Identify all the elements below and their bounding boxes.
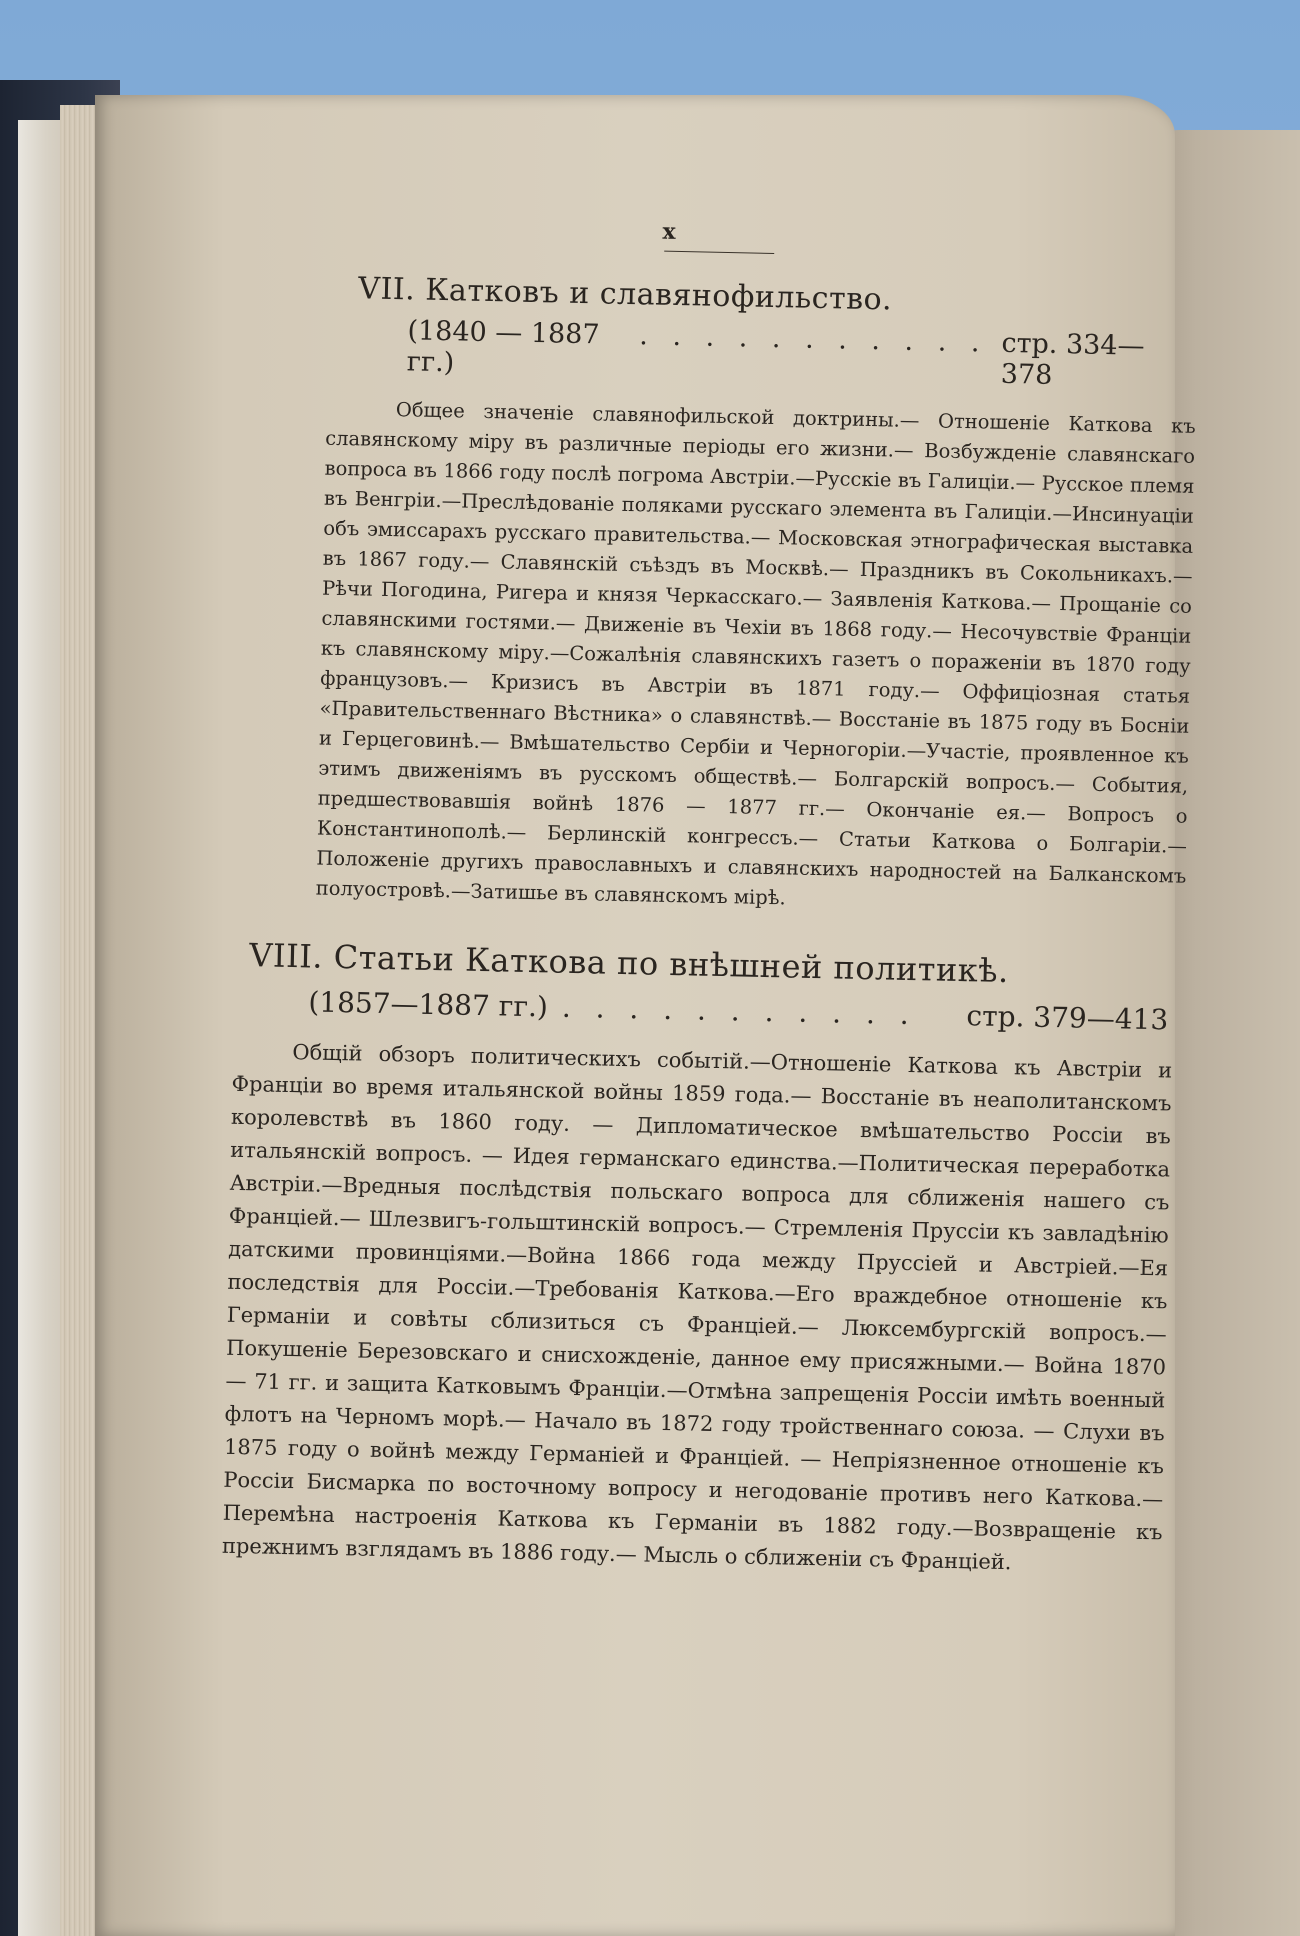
leader-dots: . . . . . . . . . . . <box>639 320 988 359</box>
section-vii-abstract: Общее значенiе славянофильской доктрины.— Отношенiе Каткова къ славянскому мiру въ различные перiоды его жизни.— Возбужденiе славянскаго вопроса въ 1866 году послѣ погрома Австрiи.—Русскiе въ Галицiи.— Русское племя въ Венгрiи.—Преслѣдованiе поляками русскаго элемента въ Галицiи.—Инсинуацiи объ эмиссарахъ русскаго правительства.— Московская этнографическая выставка въ 1867 году.— Славянскiй съѣздъ въ Москвѣ.— Праздникъ въ Сокольникахъ.— Рѣчи Погодина, Ригера и князя Черкасскаго.— Заявленiя Каткова.— Прощанiе со славянскими гостями.— Движенiе въ Чехiи въ 1868 году.— Несочувствiе Францiи къ славянскому мiру.—Сожалѣнiя славянскихъ газетъ о пораженiи въ 1870 году французовъ.— Кризисъ въ Австрiи въ 1871 году.— Оффицiозная статья «Правительственнаго Вѣстника» о славянствѣ.— Восстанiе въ 1875 году въ Боснiи и Герцеговинѣ.— Вмѣшательство Сербiи и Черногорiи.—Участiе, проявленное къ этимъ движенiямъ въ русскомъ обществѣ.— Болгарскiй вопросъ.— События, предшествовавшiя войнѣ 1876 — 1877 гг.— Окончанiе ея.— Вопросъ о Константинополѣ.— Берлинскiй конгрессъ.— Статьи Каткова о Болгарiи.— Положенiе другихъ православныхъ и славянскихъ народностей на Балканскомъ полуостровѣ.—Затишье въ славянскомъ мiрѣ. <box>315 398 1196 910</box>
section-vii-years: (1840 — 1887 гг.) <box>406 315 600 379</box>
section-viii-abstract: Общiй обзоръ политическихъ событiй.—Отношенiе Каткова къ Австрiи и Францiи во время итальянской войны 1859 года.— Восстанiе въ неаполитанскомъ королевствѣ въ 1860 году. — Дипломатическое вмѣшательство Россiи въ итальянскiй вопросъ. — Идея германскаго единства.—Политическая переработка Австрiи.—Вредныя послѣдствiя польскаго вопроса для сближенiя нашего съ Францiей.— Шлезвигъ-гольштинскiй вопросъ.— Стремленiя Пруссiи къ завладѣнiю датскими провинцiями.—Война 1866 года между Пруссiей и Австрiей.—Ея последствiя для Россiи.—Требованiя Каткова.—Его враждебное отношенiе къ Германiи и совѣты сблизиться съ Францiей.— Люксембургскiй вопросъ.—Покушенiе Березовскаго и снисхожденiе, данное ему присяжными.— Война 1870 — 71 гг. и защита Катковымъ Францiи.—Отмѣна запрещенiя Россiи имѣть военный флотъ на Черномъ морѣ.— Начало въ 1872 году тройственнаго союза. — Слухи въ 1875 году о войнѣ между Германiей и Францiей. — Непрiязненное отношенiе къ Россiи Бисмарка по восточному вопросу и негодованiе противъ него Каткова.—Перемѣна настроенiя Каткова къ Германiи въ 1882 году.—Возвращенiе къ прежнимъ взглядамъ въ 1886 году.— Мысль о сближенiи съ Францiей. <box>221 1040 1173 1575</box>
header-rule <box>664 251 774 254</box>
page-number: x <box>662 218 677 245</box>
section-viii-years: (1857—1887 гг.) <box>308 985 549 1024</box>
section-vii-title: VII. Катковъ и славянофильство. <box>358 271 893 318</box>
leader-dots: . . . . . . . . . . . <box>561 990 918 1032</box>
page-content <box>221 210 1196 1582</box>
section-viii-entry <box>308 985 1169 1036</box>
section-vii-entry <box>407 315 1173 393</box>
section-viii-pages: стр. 379—413 <box>966 999 1169 1037</box>
section-viii-title: VIII. Статьи Каткова по внѣшней политикѣ. <box>248 936 1010 991</box>
section-vii-pages: стр. 334—378 <box>1000 327 1145 391</box>
